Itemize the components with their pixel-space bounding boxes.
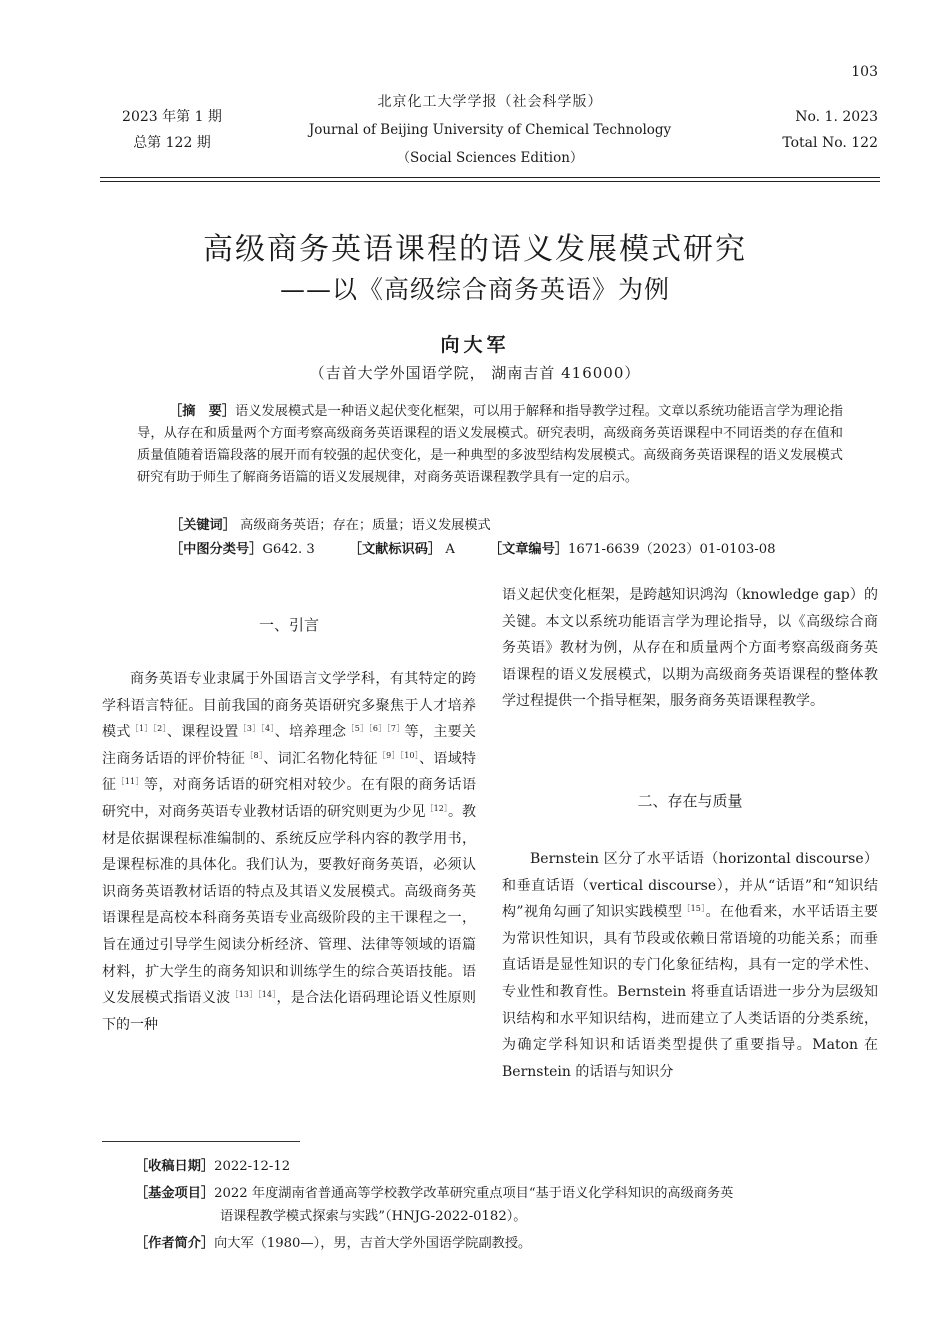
left-column xyxy=(102,666,476,1038)
text-run: 、培养理念 xyxy=(274,724,347,741)
section-1-heading: 一、引言 xyxy=(258,616,319,634)
author-info-text: 向大军（1980—），男，吉首大学外国语学院副教授。 xyxy=(214,1236,532,1251)
clc-value: G642. 3 xyxy=(262,542,315,557)
total-issue-cn: 总第 122 期 xyxy=(133,135,211,151)
citation: ［15］ xyxy=(682,904,706,914)
text-run: 商务英语专业隶属于外国语言文学学科，有其特定的跨学科语言特征。目前我国的商务英语研究多聚焦于人才培养模式 xyxy=(102,671,476,741)
received-date: 2022-12-12 xyxy=(214,1159,291,1174)
section-2-paragraph-1 xyxy=(502,846,878,1085)
footnotes xyxy=(135,1155,879,1259)
text-run: ，是合法化语码理论语义性原则下的一种 xyxy=(102,990,477,1033)
keywords-text: 高级商务英语；存在；质量；语义发展模式 xyxy=(240,518,491,533)
journal-title-block xyxy=(270,88,710,172)
article-no-label: ［文章编号］ xyxy=(488,542,568,557)
header-rule-thin xyxy=(100,181,880,182)
text-run: 等，主要关注商务话语的评价特征 xyxy=(102,724,477,767)
abstract-text: 语义发展模式是一种语义起伏变化框架，可以用于解释和指导教学过程。文章以系统功能语言学为理论指导，从存在和质量两个方面考察高级商务英语课程的语义发展模式。研究表明，高级商务英语课程中不同语类的存在值和质量值随着语篇段落的展开而有较强的起伏变化，是一种典型的多波型结构发展模式。高级商务英语课程的语义发展模式研究有助于师生了解商务语篇的语义发展规律，对商务英语课程教学具有一定的启示。 xyxy=(137,404,843,485)
article-title: 高级商务英语课程的语义发展模式研究 xyxy=(203,232,747,267)
author-affiliation: （吉首大学外国语学院， 湖南吉首 416000） xyxy=(309,364,641,382)
right-column xyxy=(502,582,878,715)
citation: ［12］ xyxy=(425,803,448,813)
text-run: 、词汇名物化特征 xyxy=(263,750,378,767)
journal-title-en: Journal of Beijing University of Chemical Technology xyxy=(308,122,672,138)
received-label: ［收稿日期］ xyxy=(135,1159,215,1174)
text-run: 、语域特征 xyxy=(102,750,477,794)
citation: ［13］［14］ xyxy=(230,990,277,1000)
section-1-paragraph-1 xyxy=(102,666,476,1038)
article-no-group xyxy=(489,539,776,561)
footnote-fund xyxy=(135,1182,879,1228)
issue-cn: 2023 年第 1 期 xyxy=(122,109,222,125)
article-author: 向大军 xyxy=(440,334,510,356)
citation: ［11］ xyxy=(116,777,145,787)
citation: ［8］ xyxy=(245,750,264,760)
text-run: 。在他看来，水平话语主要为常识性知识，具有节段或依赖日常语境的功能关系；而垂直话语是显性知识的专门化象征结构，具有一定的学术性、专业性和教育性。Bernstein 将垂直话语进一步分为层级知识结构和水平知识结构，进而建立了人类话语的分类系统，为确定学科知识和话语类型提供了重要指导。Maton 在 Bernstein 的话语与知识分 xyxy=(502,904,878,1080)
header-rule-thick xyxy=(100,177,880,178)
keywords xyxy=(170,515,850,537)
journal-title-cn: 北京化工大学学报（社会科学版） xyxy=(377,94,603,110)
fund-text-line-1: 2022 年度湖南省普通高等学校教学改革研究重点项目“基于语义化学科知识的高级商务英 xyxy=(214,1186,734,1201)
clc-group xyxy=(170,539,315,561)
header-issue-en xyxy=(748,104,878,156)
text-run: 、课程设置 xyxy=(166,724,239,741)
citation: ［3］［4］ xyxy=(238,724,275,734)
footnote-received xyxy=(135,1155,879,1178)
fund-text-line-2: 语课程教学模式探索与实践”（HNJG-2022-0182）。 xyxy=(220,1209,527,1224)
doc-code-value: A xyxy=(445,542,455,557)
article-no-value: 1671-6639（2023）01-0103-08 xyxy=(567,542,776,557)
section-1-paragraph-1-continued: 语义起伏变化框架，是跨越知识鸿沟（knowledge gap）的关键。本文以系统功能语言学为理论指导，以《高级综合商务英语》教材为例，从存在和质量两个方面考察高级商务英语课程的语义发展模式，以期为高级商务英语课程的整体教学过程提供一个指导框架，服务商务英语课程教学。 xyxy=(502,587,878,710)
keywords-label: ［关键词］ xyxy=(170,518,236,533)
issue-en: No. 1. 2023 xyxy=(795,109,878,125)
text-run: Bernstein 区分了水平话语（horizontal discourse）和垂直话语（vertical discourse），并从“话语”和“知识结构”视角勾画了知识实践模型 xyxy=(502,851,878,921)
citation: ［1］［2］ xyxy=(130,724,167,734)
doc-code-label: ［文献标识码］ xyxy=(348,542,442,557)
fund-label: ［基金项目］ xyxy=(135,1186,215,1201)
abstract-label: ［摘 要］ xyxy=(169,404,236,419)
text-run: 。教材是依据课程标准编制的、系统反应学科内容的教学用书，是课程标准的具体化。我们认为，要教好商务英语，必须认识商务英语教材话语的特点及其语义发展模式。高级商务英语课程是高校本科商务英语专业高级阶段的主干课程之一，旨在通过引导学生阅读分析经济、管理、法律等领域的语篇材料，扩大学生的商务知识和训练学生的综合英语技能。语义发展模式指语义波 xyxy=(102,803,477,1007)
section-2-heading: 二、存在与质量 xyxy=(637,792,743,810)
text-run: 等，对商务话语的研究相对较少。在有限的商务话语研究中，对商务英语专业教材话语的研究则更为少见 xyxy=(102,777,477,820)
header-issue-cn xyxy=(102,104,242,156)
author-info-label: ［作者简介］ xyxy=(135,1236,215,1251)
footnote-author xyxy=(135,1232,879,1255)
classification-line xyxy=(170,539,860,561)
citation: ［9］［10］ xyxy=(377,750,420,760)
abstract xyxy=(137,401,843,489)
total-issue-en: Total No. 122 xyxy=(782,135,878,151)
clc-label: ［中图分类号］ xyxy=(170,542,263,557)
footnote-rule xyxy=(102,1141,300,1142)
doc-code-group xyxy=(349,539,455,561)
article-subtitle: ——以《高级综合商务英语》为例 xyxy=(279,275,670,304)
journal-edition-en: （Social Sciences Edition） xyxy=(396,150,584,166)
citation: ［5］［6］［7］ xyxy=(346,724,405,734)
page-number: 103 xyxy=(851,64,878,80)
right-column-section-2 xyxy=(502,846,878,1085)
